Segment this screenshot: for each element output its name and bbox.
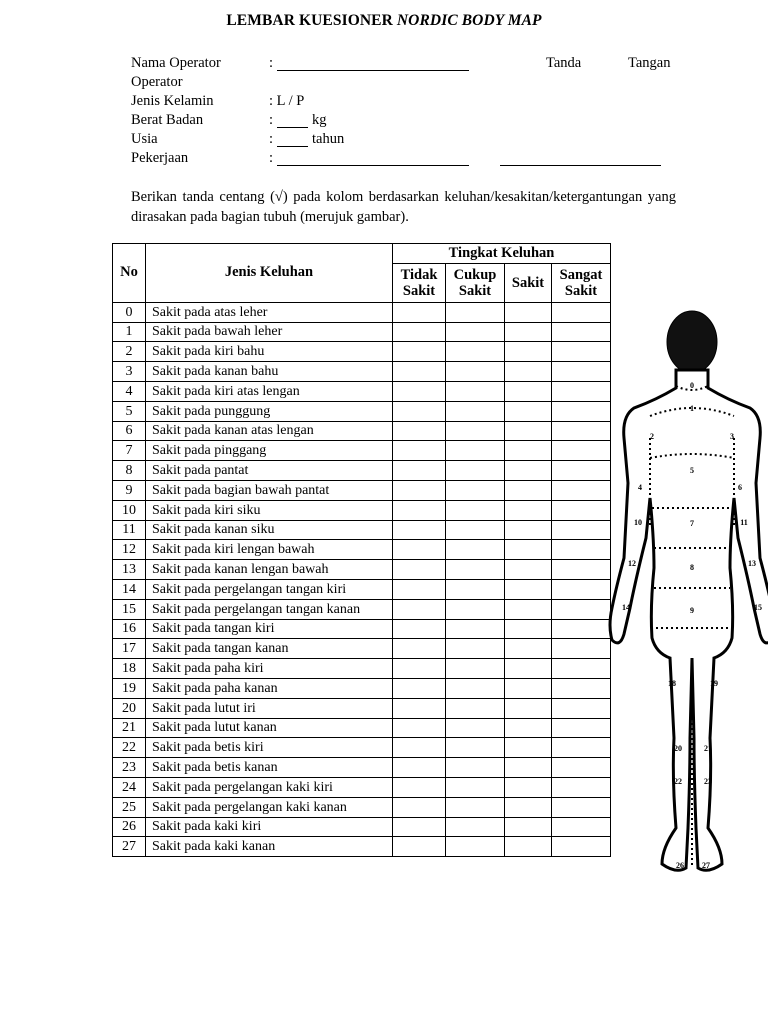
row-keluhan: Sakit pada lutut iri [146,698,393,718]
cell-cukup-sakit[interactable] [446,718,505,738]
cell-sakit[interactable] [505,718,552,738]
row-keluhan: Sakit pada kiri siku [146,500,393,520]
row-no: 17 [113,639,146,659]
body-label-7: 7 [690,519,694,528]
cell-sangat-sakit[interactable] [552,500,611,520]
cell-sakit[interactable] [505,837,552,857]
usia-label: Usia [131,131,158,147]
table-row [113,659,611,679]
operator-label: Operator [131,74,183,90]
body-label-1: 1 [690,404,694,413]
tanda-tangan-field[interactable] [500,165,661,166]
row-no: 24 [113,777,146,797]
row-no: 20 [113,698,146,718]
table-row [113,579,611,599]
col-group-header: Tingkat Keluhan [393,244,611,264]
table-row [113,480,611,500]
cell-sangat-sakit[interactable] [552,718,611,738]
row-no: 10 [113,500,146,520]
cell-tidak-sakit[interactable] [393,579,446,599]
table-row [113,362,611,382]
cell-cukup-sakit[interactable] [446,342,505,362]
cell-sangat-sakit[interactable] [552,322,611,342]
table-row [113,718,611,738]
body-label-13: 13 [748,559,756,568]
cell-cukup-sakit[interactable] [446,579,505,599]
row-no: 13 [113,560,146,580]
row-keluhan: Sakit pada kanan atas lengan [146,421,393,441]
cell-sangat-sakit[interactable] [552,797,611,817]
table-row [113,758,611,778]
row-no: 8 [113,461,146,481]
row-no: 18 [113,659,146,679]
table-row [113,540,611,560]
cell-sakit[interactable] [505,599,552,619]
cell-tidak-sakit[interactable] [393,480,446,500]
nama-colon: : [269,55,274,71]
row-keluhan: Sakit pada kiri lengan bawah [146,540,393,560]
cell-cukup-sakit[interactable] [446,540,505,560]
cell-sakit[interactable] [505,678,552,698]
row-no: 6 [113,421,146,441]
jenis-kelamin-value[interactable]: : L / P [269,93,305,109]
cell-tidak-sakit[interactable] [393,678,446,698]
row-keluhan: Sakit pada paha kiri [146,659,393,679]
cell-sangat-sakit[interactable] [552,639,611,659]
cell-cukup-sakit[interactable] [446,837,505,857]
cell-sangat-sakit[interactable] [552,480,611,500]
instruction-text: Berikan tanda centang (√) pada kolom berdasarkan keluhan/kesakitan/ketergantungan yang dirasakan pada bagian tubuh (merujuk gambar). [131,189,676,225]
table-row [113,599,611,619]
row-keluhan: Sakit pada pergelangan tangan kanan [146,599,393,619]
cell-tidak-sakit[interactable] [393,777,446,797]
pekerjaan-field[interactable] [277,165,469,166]
row-keluhan: Sakit pada kiri bahu [146,342,393,362]
keluhan-table [112,243,611,857]
cell-tidak-sakit[interactable] [393,698,446,718]
cell-sakit[interactable] [505,540,552,560]
col-sakit-header: Sakit [505,263,552,302]
cell-tidak-sakit[interactable] [393,758,446,778]
body-label-3: 3 [730,432,734,441]
body-label-5: 5 [690,466,694,475]
row-no: 22 [113,738,146,758]
row-no: 4 [113,381,146,401]
cell-tidak-sakit[interactable] [393,520,446,540]
cell-cukup-sakit[interactable] [446,302,505,322]
cell-tidak-sakit[interactable] [393,619,446,639]
body-head [667,311,717,373]
cell-cukup-sakit[interactable] [446,619,505,639]
table-row [113,500,611,520]
table-row [113,817,611,837]
cell-cukup-sakit[interactable] [446,817,505,837]
cell-cukup-sakit[interactable] [446,738,505,758]
cell-cukup-sakit[interactable] [446,678,505,698]
row-keluhan: Sakit pada punggung [146,401,393,421]
body-label-14: 14 [622,603,630,612]
cell-tidak-sakit[interactable] [393,817,446,837]
col-jenis-header: Jenis Keluhan [146,244,393,303]
table-row [113,322,611,342]
cell-sangat-sakit[interactable] [552,698,611,718]
cell-sangat-sakit[interactable] [552,678,611,698]
body-label-18: 18 [668,679,676,688]
nama-operator-field[interactable] [277,70,469,71]
page-title: LEMBAR KUESIONER NORDIC BODY MAP [226,12,542,29]
row-no: 27 [113,837,146,857]
cell-tidak-sakit[interactable] [393,659,446,679]
cell-sangat-sakit[interactable] [552,738,611,758]
cell-sangat-sakit[interactable] [552,421,611,441]
cell-cukup-sakit[interactable] [446,441,505,461]
cell-sangat-sakit[interactable] [552,540,611,560]
row-no: 21 [113,718,146,738]
cell-sangat-sakit[interactable] [552,619,611,639]
cell-sangat-sakit[interactable] [552,817,611,837]
row-keluhan: Sakit pada tangan kanan [146,639,393,659]
cell-tidak-sakit[interactable] [393,639,446,659]
cell-sakit[interactable] [505,698,552,718]
table-row [113,560,611,580]
cell-sakit[interactable] [505,619,552,639]
body-label-20: 20 [674,744,682,753]
pekerjaan-label: Pekerjaan [131,150,189,166]
cell-cukup-sakit[interactable] [446,480,505,500]
table-row [113,441,611,461]
body-label-22: 22 [674,777,682,786]
cell-cukup-sakit[interactable] [446,698,505,718]
cell-sakit[interactable] [505,342,552,362]
cell-tidak-sakit[interactable] [393,837,446,857]
body-label-12: 12 [628,559,636,568]
cell-tidak-sakit[interactable] [393,797,446,817]
cell-tidak-sakit[interactable] [393,322,446,342]
body-label-23: 23 [704,777,712,786]
body-label-11: 11 [740,518,748,527]
cell-tidak-sakit[interactable] [393,500,446,520]
body-silhouette [610,370,768,870]
row-keluhan: Sakit pada pergelangan kaki kiri [146,777,393,797]
cell-tidak-sakit[interactable] [393,421,446,441]
table-row [113,698,611,718]
cell-cukup-sakit[interactable] [446,758,505,778]
body-label-26: 26 [676,861,684,870]
table-row [113,777,611,797]
table-row [113,461,611,481]
cell-tidak-sakit[interactable] [393,362,446,382]
row-keluhan: Sakit pada paha kanan [146,678,393,698]
table-row [113,678,611,698]
cell-sangat-sakit[interactable] [552,461,611,481]
tangan-label: Tangan [628,55,671,71]
usia-colon: : [269,131,274,147]
cell-cukup-sakit[interactable] [446,362,505,382]
row-no: 1 [113,322,146,342]
row-keluhan: Sakit pada kanan lengan bawah [146,560,393,580]
cell-sakit[interactable] [505,639,552,659]
row-no: 15 [113,599,146,619]
table-row [113,837,611,857]
row-keluhan: Sakit pada kanan siku [146,520,393,540]
cell-tidak-sakit[interactable] [393,560,446,580]
cell-cukup-sakit[interactable] [446,520,505,540]
cell-sakit[interactable] [505,777,552,797]
cell-sakit[interactable] [505,797,552,817]
row-no: 23 [113,758,146,778]
table-row [113,520,611,540]
cell-sakit[interactable] [505,362,552,382]
cell-sakit[interactable] [505,322,552,342]
cell-cukup-sakit[interactable] [446,659,505,679]
col-cukup-sakit-header: Cukup Sakit [446,263,505,302]
cell-sakit[interactable] [505,738,552,758]
row-keluhan: Sakit pada betis kiri [146,738,393,758]
body-map-figure [606,308,768,888]
table-row [113,302,611,322]
row-no: 0 [113,302,146,322]
cell-tidak-sakit[interactable] [393,302,446,322]
cell-sangat-sakit[interactable] [552,777,611,797]
cell-tidak-sakit[interactable] [393,599,446,619]
body-label-19: 19 [710,679,718,688]
cell-sakit[interactable] [505,520,552,540]
row-no: 12 [113,540,146,560]
cell-cukup-sakit[interactable] [446,560,505,580]
cell-sangat-sakit[interactable] [552,362,611,382]
berat-unit: kg [312,112,327,128]
row-no: 26 [113,817,146,837]
row-no: 2 [113,342,146,362]
cell-sangat-sakit[interactable] [552,659,611,679]
cell-sakit[interactable] [505,817,552,837]
body-label-15: 15 [754,603,762,612]
row-keluhan: Sakit pada bagian bawah pantat [146,480,393,500]
table-row [113,421,611,441]
col-sangat-sakit-header: Sangat Sakit [552,263,611,302]
row-keluhan: Sakit pada kaki kiri [146,817,393,837]
col-no-header: No [113,244,146,303]
row-keluhan: Sakit pada betis kanan [146,758,393,778]
cell-tidak-sakit[interactable] [393,441,446,461]
cell-cukup-sakit[interactable] [446,381,505,401]
cell-cukup-sakit[interactable] [446,322,505,342]
cell-cukup-sakit[interactable] [446,639,505,659]
body-label-27: 27 [702,861,710,870]
cell-sangat-sakit[interactable] [552,579,611,599]
body-label-21: 21 [704,744,712,753]
cell-sakit[interactable] [505,302,552,322]
row-keluhan: Sakit pada pergelangan kaki kanan [146,797,393,817]
col-tidak-sakit-header: Tidak Sakit [393,263,446,302]
body-label-9: 9 [690,606,694,615]
body-label-8: 8 [690,563,694,572]
cell-sakit[interactable] [505,500,552,520]
cell-sakit[interactable] [505,421,552,441]
berat-badan-field[interactable] [277,127,308,128]
cell-sakit[interactable] [505,659,552,679]
cell-sangat-sakit[interactable] [552,560,611,580]
berat-colon: : [269,112,274,128]
row-no: 16 [113,619,146,639]
cell-cukup-sakit[interactable] [446,461,505,481]
cell-cukup-sakit[interactable] [446,777,505,797]
cell-tidak-sakit[interactable] [393,342,446,362]
tanda-label: Tanda [546,55,582,71]
cell-sakit[interactable] [505,381,552,401]
row-no: 9 [113,480,146,500]
cell-sangat-sakit[interactable] [552,401,611,421]
body-label-6: 6 [738,483,742,492]
cell-sakit[interactable] [505,401,552,421]
cell-sangat-sakit[interactable] [552,758,611,778]
row-keluhan: Sakit pada tangan kiri [146,619,393,639]
cell-sangat-sakit[interactable] [552,302,611,322]
row-keluhan: Sakit pada lutut kanan [146,718,393,738]
table-row [113,619,611,639]
cell-tidak-sakit[interactable] [393,718,446,738]
cell-tidak-sakit[interactable] [393,461,446,481]
row-keluhan: Sakit pada pinggang [146,441,393,461]
cell-cukup-sakit[interactable] [446,401,505,421]
berat-badan-label: Berat Badan [131,112,204,128]
row-keluhan: Sakit pada atas leher [146,302,393,322]
row-no: 25 [113,797,146,817]
cell-tidak-sakit[interactable] [393,401,446,421]
row-keluhan: Sakit pada kiri atas lengan [146,381,393,401]
jenis-kelamin-label: Jenis Kelamin [131,93,214,109]
table-row [113,381,611,401]
cell-sakit[interactable] [505,461,552,481]
cell-sangat-sakit[interactable] [552,599,611,619]
row-keluhan: Sakit pada kanan bahu [146,362,393,382]
cell-tidak-sakit[interactable] [393,738,446,758]
cell-cukup-sakit[interactable] [446,599,505,619]
cell-sangat-sakit[interactable] [552,342,611,362]
row-no: 19 [113,678,146,698]
row-no: 5 [113,401,146,421]
table-row [113,342,611,362]
body-label-0: 0 [690,381,694,390]
row-keluhan: Sakit pada pergelangan tangan kiri [146,579,393,599]
cell-cukup-sakit[interactable] [446,421,505,441]
cell-sakit[interactable] [505,480,552,500]
row-no: 14 [113,579,146,599]
cell-sangat-sakit[interactable] [552,520,611,540]
cell-sakit[interactable] [505,441,552,461]
cell-cukup-sakit[interactable] [446,500,505,520]
cell-tidak-sakit[interactable] [393,381,446,401]
row-keluhan: Sakit pada kaki kanan [146,837,393,857]
table-row [113,401,611,421]
row-no: 7 [113,441,146,461]
row-no: 3 [113,362,146,382]
cell-tidak-sakit[interactable] [393,540,446,560]
table-row [113,797,611,817]
cell-sangat-sakit[interactable] [552,837,611,857]
row-no: 11 [113,520,146,540]
body-label-10: 10 [634,518,642,527]
cell-cukup-sakit[interactable] [446,797,505,817]
table-row [113,639,611,659]
cell-sakit[interactable] [505,560,552,580]
table-row [113,738,611,758]
cell-sangat-sakit[interactable] [552,441,611,461]
row-keluhan: Sakit pada bawah leher [146,322,393,342]
row-keluhan: Sakit pada pantat [146,461,393,481]
usia-unit: tahun [312,131,345,147]
cell-sangat-sakit[interactable] [552,381,611,401]
body-label-2: 2 [650,432,654,441]
cell-sakit[interactable] [505,579,552,599]
usia-field[interactable] [277,146,308,147]
pekerjaan-colon: : [269,150,274,166]
cell-sakit[interactable] [505,758,552,778]
nama-operator-label: Nama Operator [131,55,221,71]
body-label-4: 4 [638,483,642,492]
